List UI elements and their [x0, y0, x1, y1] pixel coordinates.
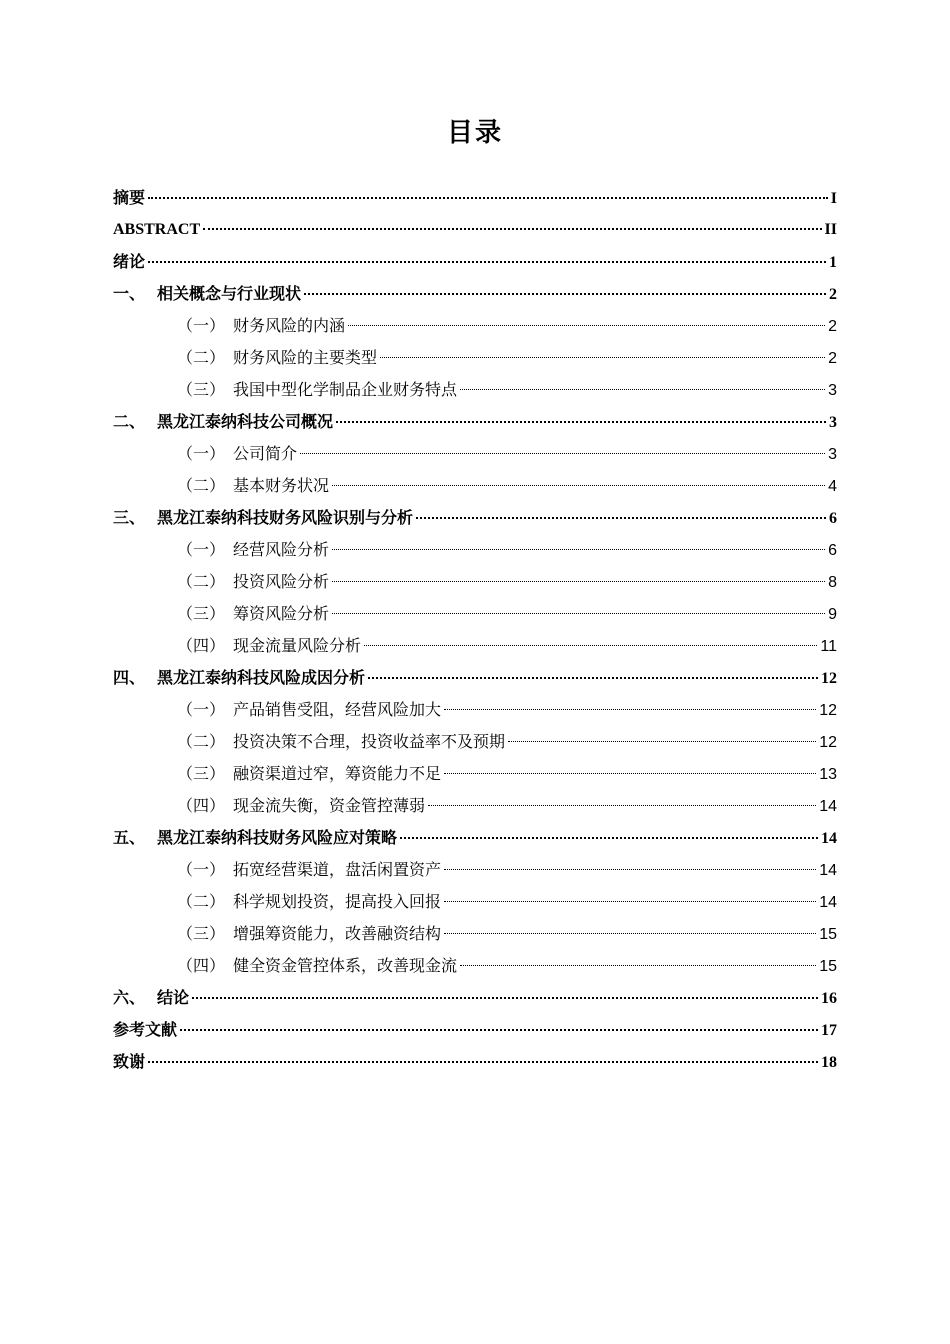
toc-entry-label: 黑龙江泰纳科技财务风险识别与分析 [157, 508, 414, 527]
toc-entry-page-number: 8 [828, 574, 837, 591]
toc-entry-number: （三） [177, 604, 226, 623]
dot-leader [148, 261, 826, 263]
toc-entry-page-number: 17 [821, 1022, 837, 1039]
toc-entry-number: （三） [177, 380, 226, 399]
toc-entry-page-number: 13 [819, 766, 837, 783]
dot-leader [332, 485, 825, 486]
toc-entry[interactable] [113, 918, 837, 950]
toc-entry[interactable] [113, 246, 837, 278]
toc-entry-page-number: I [830, 190, 837, 207]
dot-leader [416, 517, 826, 519]
toc-entry[interactable] [113, 854, 837, 886]
toc-entry[interactable] [113, 886, 837, 918]
toc-entry-page-number: 14 [821, 830, 837, 847]
toc-entry-page-number: 3 [829, 414, 837, 431]
toc-entry[interactable] [113, 790, 837, 822]
toc-entry-label: 现金流量风险分析 [233, 636, 362, 655]
toc-entry-label: 投资决策不合理，投资收益率不及预期 [233, 732, 506, 751]
toc-entry-page-number: 15 [819, 926, 837, 943]
toc-entry[interactable] [113, 406, 837, 438]
toc-entry[interactable] [113, 1014, 837, 1046]
dot-leader [348, 325, 825, 326]
toc-entry-number: 二、 [113, 412, 146, 431]
toc-entry[interactable] [113, 694, 837, 726]
dot-leader [380, 357, 825, 358]
toc-entry-label: 拓宽经营渠道，盘活闲置资产 [233, 860, 442, 879]
dot-leader [460, 389, 825, 390]
toc-entry[interactable] [113, 662, 837, 694]
toc-entry[interactable] [113, 822, 837, 854]
dot-leader [180, 1029, 818, 1031]
toc-entry[interactable] [113, 470, 837, 502]
dot-leader [192, 997, 818, 999]
toc-entry-label: 黑龙江泰纳科技公司概况 [157, 412, 334, 431]
toc-entry-label: 基本财务状况 [233, 476, 330, 495]
toc-entry-page-number: 3 [828, 446, 837, 463]
toc-entry-label: 摘要 [113, 188, 146, 207]
toc-entry-page-number: 2 [828, 318, 837, 335]
toc-entry-label: 财务风险的主要类型 [233, 348, 378, 367]
dot-leader [444, 901, 816, 902]
dot-leader [460, 965, 816, 966]
toc-entry-page-number: 6 [829, 510, 837, 527]
toc-entry-page-number: 14 [819, 862, 837, 879]
dot-leader [332, 581, 825, 582]
toc-entry-number: 四、 [113, 668, 146, 687]
dot-leader [203, 228, 821, 230]
dot-leader [148, 1061, 818, 1063]
toc-entry-number: 一、 [113, 284, 146, 303]
toc-entry-page-number: 3 [828, 382, 837, 399]
toc-entry-page-number: 6 [828, 542, 837, 559]
toc-entry-page-number: 14 [819, 798, 837, 815]
dot-leader [428, 805, 816, 806]
toc-entry-label: 我国中型化学制品企业财务特点 [233, 380, 458, 399]
toc-entry-page-number: 12 [819, 702, 837, 719]
toc-entry[interactable] [113, 726, 837, 758]
toc-entry-label: 绪论 [113, 252, 146, 271]
dot-leader [508, 741, 816, 742]
toc-entry[interactable] [113, 630, 837, 662]
dot-leader [304, 293, 826, 295]
toc-entry-number: （二） [177, 732, 226, 751]
toc-entry-page-number: 18 [821, 1054, 837, 1071]
toc-entry-number: 三、 [113, 508, 146, 527]
toc-entry-label: 结论 [157, 988, 190, 1007]
toc-entry-number: （一） [177, 444, 226, 463]
toc-entry-number: （二） [177, 892, 226, 911]
toc-entry-label: 财务风险的内涵 [233, 316, 346, 335]
toc-entry[interactable] [113, 374, 837, 406]
toc-entry-page-number: 16 [821, 990, 837, 1007]
dot-leader [444, 773, 816, 774]
toc-entry[interactable] [113, 598, 837, 630]
toc-entry-page-number: 1 [829, 254, 837, 271]
toc-entry-number: （四） [177, 636, 226, 655]
toc-entry-label: 现金流失衡，资金管控薄弱 [233, 796, 426, 815]
toc-entry[interactable] [113, 182, 837, 214]
toc-entry-page-number: 12 [821, 670, 837, 687]
toc-entry[interactable] [113, 534, 837, 566]
toc-entry-number: （四） [177, 956, 226, 975]
toc-entry-number: （二） [177, 572, 226, 591]
dot-leader [444, 869, 816, 870]
dot-leader [400, 837, 818, 839]
toc-entry-label: 融资渠道过窄，筹资能力不足 [233, 764, 442, 783]
toc-entry[interactable] [113, 278, 837, 310]
toc-entry[interactable] [113, 342, 837, 374]
toc-entry-label: 黑龙江泰纳科技风险成因分析 [157, 668, 366, 687]
toc-entry-number: （一） [177, 860, 226, 879]
toc-entry[interactable] [113, 758, 837, 790]
toc-entry[interactable] [113, 1046, 837, 1078]
toc-entry-number: （一） [177, 316, 226, 335]
toc-entry-label: 经营风险分析 [233, 540, 330, 559]
toc-entry[interactable] [113, 214, 837, 246]
toc-entry[interactable] [113, 502, 837, 534]
dot-leader [444, 933, 816, 934]
toc-entry-page-number: 12 [819, 734, 837, 751]
toc-entry-label: 健全资金管控体系，改善现金流 [233, 956, 458, 975]
toc-entry-number: （一） [177, 700, 226, 719]
dot-leader [332, 549, 825, 550]
toc-entry-number: （三） [177, 764, 226, 783]
toc-entry-page-number: 14 [819, 894, 837, 911]
toc-entry-page-number: 9 [828, 606, 837, 623]
toc-entry-number: 六、 [113, 988, 146, 1007]
toc-entry-page-number: 4 [828, 478, 837, 495]
toc-entry-page-number: 2 [828, 350, 837, 367]
toc-entry[interactable] [113, 982, 837, 1014]
toc-entry-label: 科学规划投资，提高投入回报 [233, 892, 442, 911]
dot-leader [364, 645, 817, 646]
toc-entry[interactable] [113, 566, 837, 598]
dot-leader [332, 613, 825, 614]
toc-entry-page-number: II [824, 221, 837, 238]
toc-entry-label: ABSTRACT [113, 221, 201, 238]
toc-entry-label: 筹资风险分析 [233, 604, 330, 623]
toc-entry-page-number: 2 [829, 286, 837, 303]
toc-entry-label: 投资风险分析 [233, 572, 330, 591]
toc-entry-number: （三） [177, 924, 226, 943]
toc-entry-label: 相关概念与行业现状 [157, 284, 302, 303]
toc-entry-page-number: 15 [819, 958, 837, 975]
toc-entry-label: 增强筹资能力，改善融资结构 [233, 924, 442, 943]
dot-leader [336, 421, 826, 423]
toc-entry-label: 致谢 [113, 1052, 146, 1071]
toc-entry[interactable] [113, 310, 837, 342]
toc-entry-number: （一） [177, 540, 226, 559]
toc-entry-number: （二） [177, 348, 226, 367]
toc-entry-label: 公司简介 [233, 444, 298, 463]
toc-entry[interactable] [113, 438, 837, 470]
table-of-contents [113, 182, 837, 1078]
dot-leader [300, 453, 825, 454]
page-title: 目录 [446, 118, 503, 148]
toc-entry-label: 黑龙江泰纳科技财务风险应对策略 [157, 828, 398, 847]
dot-leader [444, 709, 816, 710]
toc-entry[interactable] [113, 950, 837, 982]
toc-entry-page-number: 11 [820, 638, 837, 655]
toc-entry-number: （二） [177, 476, 226, 495]
toc-entry-label: 参考文献 [113, 1020, 178, 1039]
dot-leader [368, 677, 818, 679]
dot-leader [148, 197, 828, 199]
toc-entry-label: 产品销售受阻，经营风险加大 [233, 700, 442, 719]
toc-entry-number: 五、 [113, 828, 146, 847]
toc-entry-number: （四） [177, 796, 226, 815]
